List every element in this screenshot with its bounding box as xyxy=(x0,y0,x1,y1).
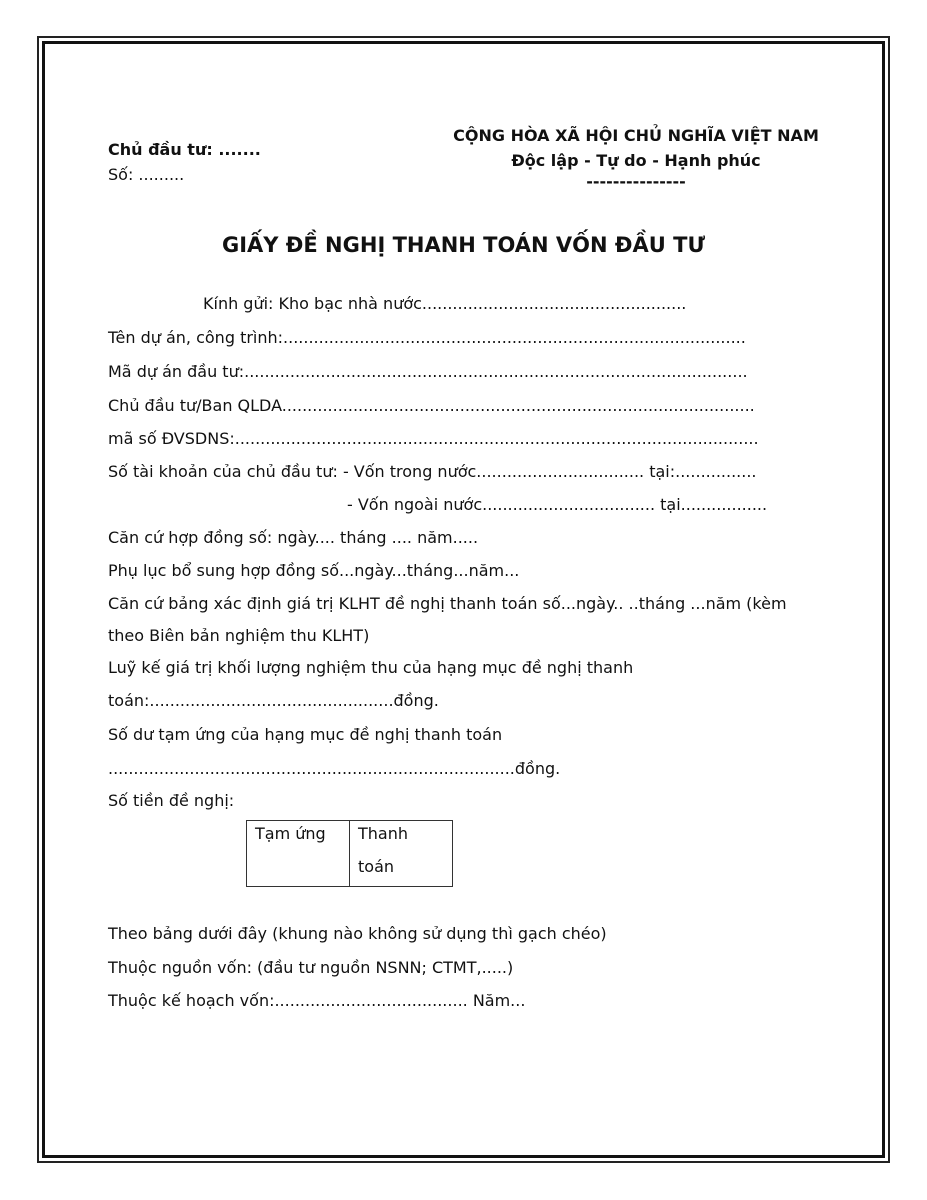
project-code-line: Mã dự án đầu tư:................................................................................................... xyxy=(108,362,748,381)
project-name-line: Tên dự án, công trình:........................................................................................... xyxy=(108,328,746,347)
table-header-payment-line2: toán xyxy=(358,857,395,876)
addressee-line: Kính gửi: Kho bạc nhà nước.................................................... xyxy=(203,294,687,313)
account-foreign-line: - Vốn ngoài nước.................................. tại................. xyxy=(347,495,768,514)
table-header-payment-line1: Thanh xyxy=(358,824,408,843)
investor-label: Chủ đầu tư: ....... xyxy=(108,140,261,159)
accumulated-value-line-2: toán:................................................đồng. xyxy=(108,691,439,710)
document-number: Số: ......... xyxy=(108,165,185,184)
country-name: CỘNG HÒA XÃ HỘI CHỦ NGHĨA VIỆT NAM xyxy=(453,126,819,145)
contract-basis-line: Căn cứ hợp đồng số: ngày.... tháng .... năm..... xyxy=(108,528,479,547)
table-header-advance: Tạm ứng xyxy=(255,824,326,843)
capital-source-line: Thuộc nguồn vốn: (đầu tư nguồn NSNN; CTMT,.....) xyxy=(108,958,514,977)
national-motto: Độc lập - Tự do - Hạnh phúc xyxy=(511,151,761,170)
contract-appendix-line: Phụ lục bổ sung hợp đồng số...ngày...tháng...năm... xyxy=(108,561,520,580)
requested-amount-label: Số tiền đề nghị: xyxy=(108,791,235,810)
klht-basis-line-2: theo Biên bản nghiệm thu KLHT) xyxy=(108,626,370,645)
investor-board-line: Chủ đầu tư/Ban QLDA............................................................................................. xyxy=(108,396,755,415)
document-title: GIẤY ĐỀ NGHỊ THANH TOÁN VỐN ĐẦU TƯ xyxy=(221,233,706,257)
advance-balance-line-2: ................................................................................đồng. xyxy=(108,759,561,778)
advance-balance-line: Số dư tạm ứng của hạng mục đề nghị thanh toán xyxy=(108,725,503,744)
table-instruction-line: Theo bảng dưới đây (khung nào không sử dụng thì gạch chéo) xyxy=(108,924,607,943)
capital-plan-line: Thuộc kế hoạch vốn:...................................... Năm... xyxy=(108,991,526,1010)
accumulated-value-line: Luỹ kế giá trị khối lượng nghiệm thu của hạng mục đề nghị thanh xyxy=(108,658,634,677)
budget-unit-code-line: mã số ĐVSDNS:....................................................................................................... xyxy=(108,429,759,448)
header-separator: --------------- xyxy=(586,172,686,191)
account-domestic-line: Số tài khoản của chủ đầu tư: - Vốn trong nước................................. tại:................ xyxy=(108,462,757,481)
klht-basis-line: Căn cứ bảng xác định giá trị KLHT đề nghị thanh toán số...ngày.. ..tháng ...năm (kèm xyxy=(108,594,787,613)
